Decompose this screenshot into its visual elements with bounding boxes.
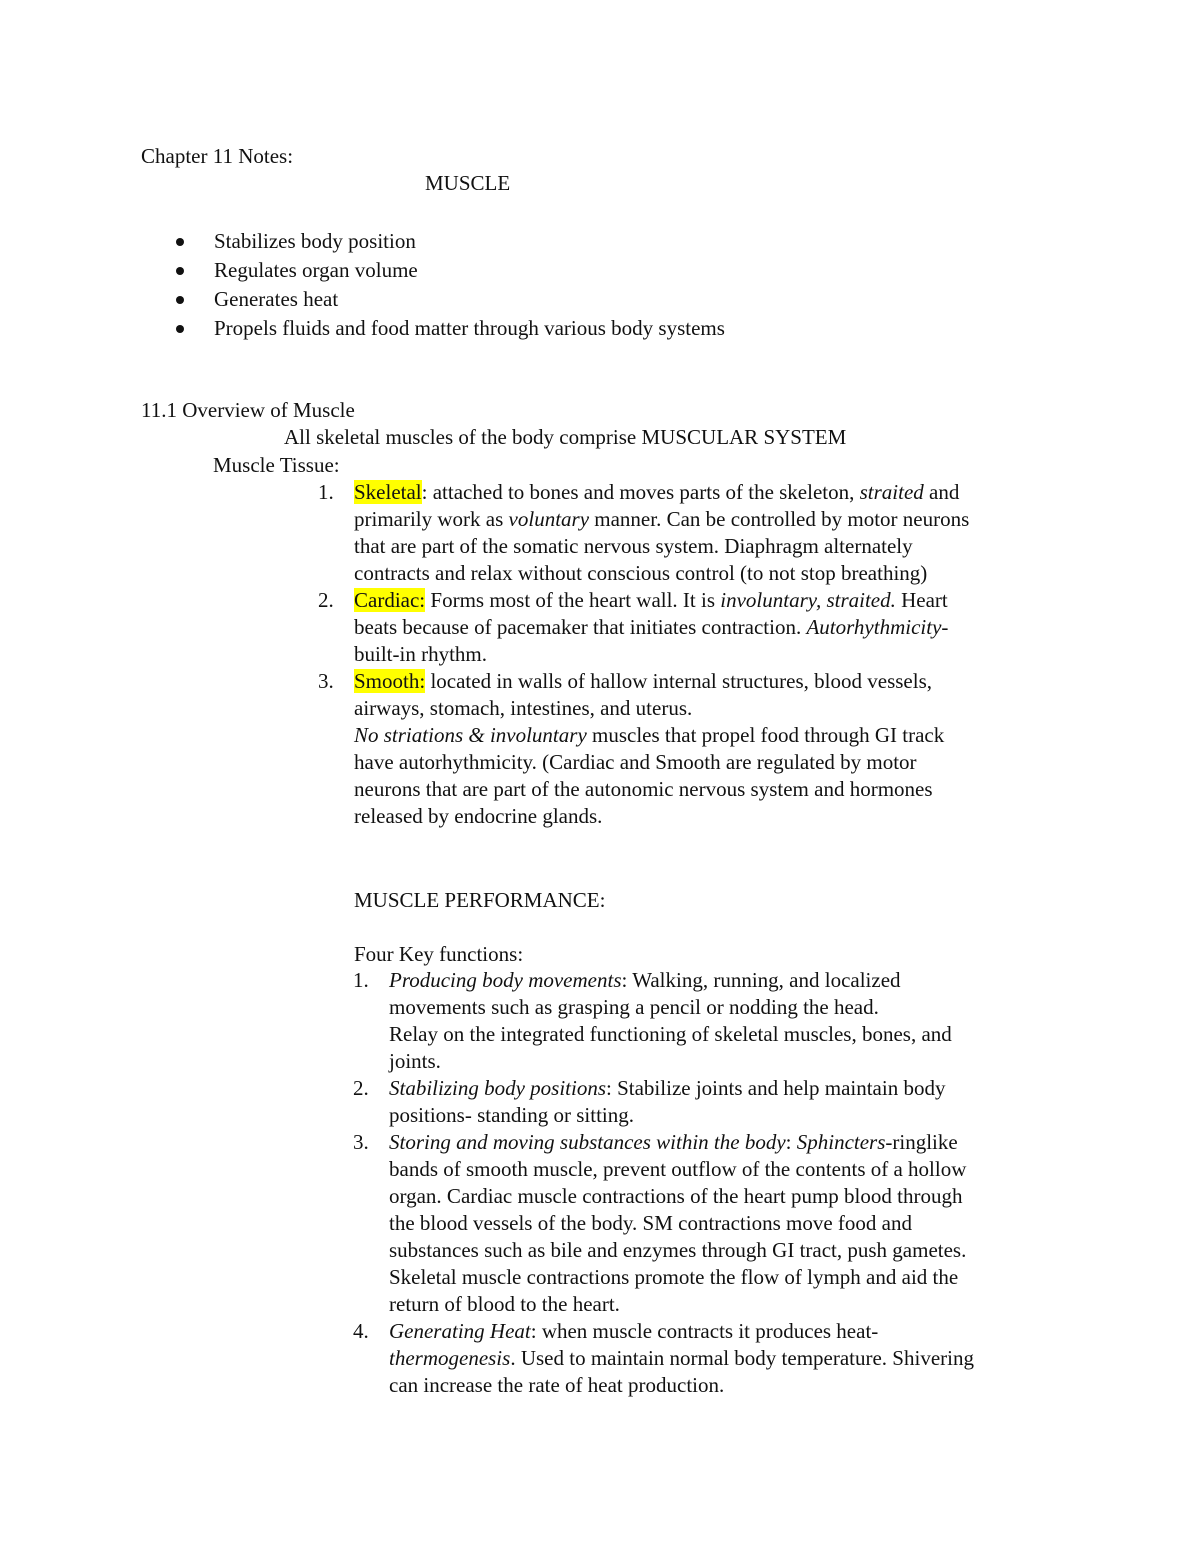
- list-item: Propels fluids and food matter through various body systems: [172, 315, 725, 344]
- list-item: Regulates organ volume: [172, 257, 725, 286]
- highlight-cardiac: Cardiac:: [354, 588, 426, 612]
- list-item-stabilizing: 2. Stabilizing body positions: Stabilize joints and help maintain body positions- standing or sitting.: [353, 1076, 946, 1127]
- section-summary: All skeletal muscles of the body comprise MUSCULAR SYSTEM: [284, 425, 847, 449]
- tissue-list: [318, 479, 1054, 830]
- list-item-storing: 3. Storing and moving substances within the body: Sphincters-ringlike bands of smooth muscle, prevent outflow of the contents of a hollow organ. Cardiac muscle contractions of the heart pump blood through the blood vessels of the body. SM contractions move food and substances such as bile and enzymes through GI tract, push gametes. Skeletal muscle contractions promote the flow of lymph and aid the return of blood to the heart.: [353, 1130, 967, 1316]
- list-item: Stabilizes body position: [172, 228, 725, 257]
- list-item-cardiac: 2. Cardiac: Forms most of the heart wall. It is involuntary, straited. Heart beats because of pacemaker that initiates contraction. Autorhythmicity- built-in rhythm.: [318, 588, 949, 666]
- function-list: [353, 967, 1054, 1399]
- bullet-icon: [176, 238, 184, 246]
- section-heading: 11.1 Overview of Muscle: [141, 398, 355, 422]
- list-item-movement: 1. Producing body movements: Walking, running, and localized movements such as grasping a pencil or nodding the head. Relay on the integrated functioning of skeletal muscles, bones, and joints.: [353, 968, 952, 1073]
- tissue-label: Muscle Tissue:: [213, 453, 340, 477]
- page-title: MUSCLE: [425, 171, 511, 195]
- list-item-smooth: 3. Smooth: located in walls of hallow internal structures, blood vessels, airways, stomach, intestines, and uterus. No striations & involuntary muscles that propel food through GI track have autorhythmicity. (Cardiac and Smooth are regulated by motor neurons that are part of the autonomic nervous system and hormones released by endocrine glands.: [318, 669, 945, 828]
- performance-subheading: Four Key functions:: [354, 942, 524, 966]
- list-item-heat: 4. Generating Heat: when muscle contracts it produces heat- thermogenesis. Used to maintain normal body temperature. Shivering can increase the rate of heat production.: [353, 1319, 974, 1397]
- bullet-icon: [176, 296, 184, 304]
- bullet-icon: [176, 325, 184, 333]
- bullet-icon: [176, 267, 184, 275]
- chapter-label: Chapter 11 Notes:: [141, 144, 294, 168]
- performance-heading: MUSCLE PERFORMANCE:: [354, 888, 606, 912]
- highlight-skeletal: Skeletal: [354, 480, 422, 504]
- list-item-skeletal: 1. Skeletal: attached to bones and moves parts of the skeleton, straited and primarily work as voluntary manner. Can be controlled by motor neurons that are part of the somatic nervous system. Diaphragm alternately contracts and relax without conscious control (to not stop breathing): [318, 480, 970, 585]
- highlight-smooth: Smooth:: [354, 669, 426, 693]
- intro-bullet-list: [172, 228, 725, 344]
- list-item: Generates heat: [172, 286, 725, 315]
